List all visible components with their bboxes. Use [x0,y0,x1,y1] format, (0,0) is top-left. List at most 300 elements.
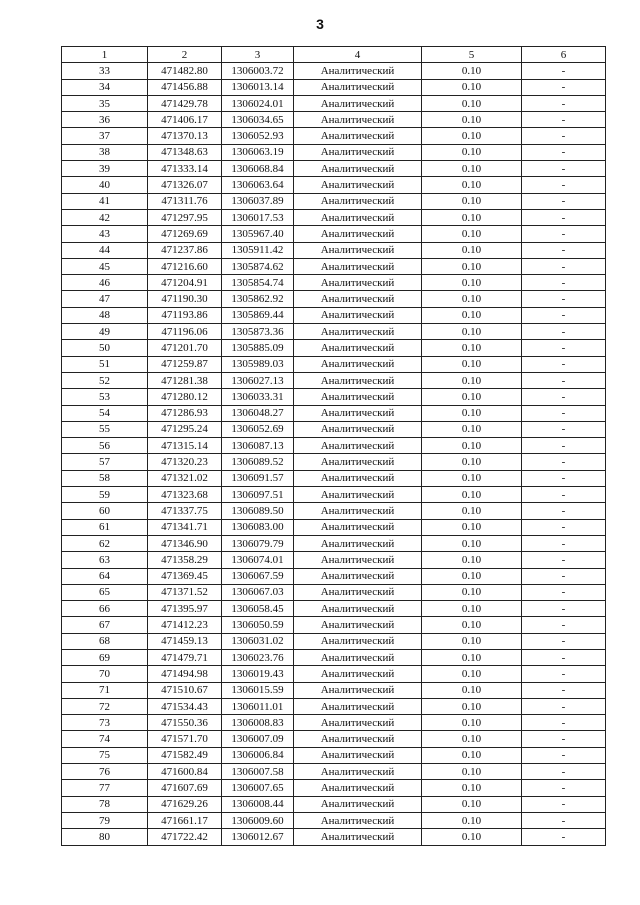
table-cell: 0.10 [422,128,522,144]
table-row [62,796,606,812]
table-cell: - [522,291,606,307]
table-cell: 47 [62,291,148,307]
table-cell: - [522,666,606,682]
table-cell: 0.10 [422,764,522,780]
table-cell: - [522,601,606,617]
table-row [62,601,606,617]
table-cell: 0.10 [422,161,522,177]
table-cell: 1306007.65 [222,780,294,796]
table-cell: - [522,209,606,225]
table-cell: 1305862.92 [222,291,294,307]
table-cell: Аналитический [294,764,422,780]
table-cell: Аналитический [294,503,422,519]
table-cell: Аналитический [294,633,422,649]
table-cell: 0.10 [422,291,522,307]
table-cell: Аналитический [294,307,422,323]
table-cell: - [522,324,606,340]
table-cell: 0.10 [422,633,522,649]
table-cell: 42 [62,209,148,225]
table-cell: - [522,503,606,519]
table-cell: 0.10 [422,389,522,405]
table-cell: Аналитический [294,812,422,828]
table-cell: - [522,307,606,323]
table-cell: 1306063.64 [222,177,294,193]
table-cell: 1306089.50 [222,503,294,519]
table-cell: 75 [62,747,148,763]
table-cell: 471346.90 [148,535,222,551]
table-row [62,454,606,470]
table-cell: 0.10 [422,487,522,503]
table-cell: - [522,177,606,193]
table-cell: 1306087.13 [222,438,294,454]
table-cell: 39 [62,161,148,177]
table-cell: 70 [62,666,148,682]
table-cell: 1306023.76 [222,649,294,665]
table-cell: 471295.24 [148,421,222,437]
table-cell: 471582.49 [148,747,222,763]
table-cell: 1306013.14 [222,79,294,95]
table-row [62,438,606,454]
column-header: 5 [422,47,522,63]
table-cell: 0.10 [422,666,522,682]
table-cell: 0.10 [422,307,522,323]
table-cell: 1305989.03 [222,356,294,372]
table-cell: - [522,780,606,796]
table-cell: 1306034.65 [222,112,294,128]
table-cell: - [522,193,606,209]
table-cell: 57 [62,454,148,470]
table-row [62,405,606,421]
table-cell: Аналитический [294,258,422,274]
table-row [62,242,606,258]
table-row [62,95,606,111]
table-row [62,291,606,307]
table-row [62,552,606,568]
table-cell: 1305911.42 [222,242,294,258]
table-cell: 49 [62,324,148,340]
table-cell: - [522,584,606,600]
table-cell: 40 [62,177,148,193]
table-cell: - [522,519,606,535]
table-cell: 73 [62,715,148,731]
table-cell: 0.10 [422,812,522,828]
table-cell: - [522,356,606,372]
table-cell: 1305854.74 [222,275,294,291]
table-cell: 72 [62,698,148,714]
table-cell: 0.10 [422,503,522,519]
table-row [62,307,606,323]
table-cell: 0.10 [422,682,522,698]
table-cell: - [522,454,606,470]
table-cell: 0.10 [422,209,522,225]
table-cell: 1306007.09 [222,731,294,747]
table-cell: 0.10 [422,356,522,372]
table-cell: 63 [62,552,148,568]
table-cell: 1306019.43 [222,666,294,682]
table-cell: - [522,405,606,421]
table-cell: 0.10 [422,177,522,193]
table-cell: 0.10 [422,454,522,470]
table-cell: - [522,764,606,780]
table-row [62,780,606,796]
table-cell: 71 [62,682,148,698]
table-cell: 0.10 [422,470,522,486]
table-cell: - [522,568,606,584]
table-cell: Аналитический [294,193,422,209]
table-row [62,275,606,291]
table-cell: 471550.36 [148,715,222,731]
table-cell: 1306058.45 [222,601,294,617]
table-row [62,144,606,160]
table-cell: 0.10 [422,405,522,421]
table-cell: 1306008.83 [222,715,294,731]
table-cell: 471456.88 [148,79,222,95]
table-cell: Аналитический [294,568,422,584]
table-cell: - [522,242,606,258]
table-cell: 1306074.01 [222,552,294,568]
table-cell: - [522,682,606,698]
table-cell: 471311.76 [148,193,222,209]
table-cell: 1306089.52 [222,454,294,470]
table-row [62,389,606,405]
table-row [62,161,606,177]
table-cell: Аналитический [294,95,422,111]
table-cell: 1305869.44 [222,307,294,323]
table-cell: - [522,438,606,454]
table-cell: 471315.14 [148,438,222,454]
table-cell: - [522,649,606,665]
table-cell: 0.10 [422,552,522,568]
table-cell: 1305873.36 [222,324,294,340]
table-cell: Аналитический [294,372,422,388]
table-row [62,63,606,79]
table-cell: Аналитический [294,698,422,714]
table-cell: 61 [62,519,148,535]
table-cell: 1305874.62 [222,258,294,274]
table-cell: Аналитический [294,209,422,225]
table-cell: 1306067.03 [222,584,294,600]
table-cell: 471216.60 [148,258,222,274]
table-cell: 471371.52 [148,584,222,600]
table-cell: 471237.86 [148,242,222,258]
table-cell: Аналитический [294,79,422,95]
table-row [62,258,606,274]
table-cell: - [522,389,606,405]
table-row [62,209,606,225]
table-cell: 56 [62,438,148,454]
table-cell: - [522,258,606,274]
table-row [62,682,606,698]
table-cell: Аналитический [294,535,422,551]
table-row [62,568,606,584]
table-cell: Аналитический [294,829,422,845]
table-cell: 45 [62,258,148,274]
table-cell: - [522,715,606,731]
table-cell: 74 [62,731,148,747]
table-cell: Аналитический [294,340,422,356]
table-cell: 1306052.93 [222,128,294,144]
table-cell: 471494.98 [148,666,222,682]
table-cell: 0.10 [422,95,522,111]
table-cell: 471406.17 [148,112,222,128]
table-cell: Аналитический [294,747,422,763]
table-cell: 36 [62,112,148,128]
table-row [62,324,606,340]
table-row [62,470,606,486]
table-cell: 77 [62,780,148,796]
table-header-row [62,47,606,63]
table-cell: 471269.69 [148,226,222,242]
table-cell: - [522,812,606,828]
table-cell: 471395.97 [148,601,222,617]
table-row [62,372,606,388]
table-cell: 51 [62,356,148,372]
table-cell: 471348.63 [148,144,222,160]
table-cell: 0.10 [422,193,522,209]
table-cell: 471600.84 [148,764,222,780]
column-header: 2 [148,47,222,63]
table-cell: Аналитический [294,796,422,812]
table-cell: Аналитический [294,324,422,340]
table-row [62,666,606,682]
table-row [62,177,606,193]
column-header: 1 [62,47,148,63]
table-cell: 471326.07 [148,177,222,193]
table-cell: 471280.12 [148,389,222,405]
table-cell: Аналитический [294,421,422,437]
table-cell: Аналитический [294,731,422,747]
table-cell: 76 [62,764,148,780]
coordinates-table [61,46,606,846]
table-cell: Аналитический [294,226,422,242]
table-cell: 0.10 [422,258,522,274]
table-cell: 1305885.09 [222,340,294,356]
table-cell: 1306006.84 [222,747,294,763]
table-cell: 471629.26 [148,796,222,812]
table-cell: 1306015.59 [222,682,294,698]
table-cell: - [522,617,606,633]
table-cell: - [522,112,606,128]
table-cell: - [522,95,606,111]
table-cell: 1306008.44 [222,796,294,812]
table-cell: Аналитический [294,649,422,665]
table-cell: 54 [62,405,148,421]
table-cell: - [522,796,606,812]
table-cell: 0.10 [422,275,522,291]
table-cell: - [522,731,606,747]
table-cell: 1306027.13 [222,372,294,388]
table-cell: 80 [62,829,148,845]
table-cell: 78 [62,796,148,812]
table-row [62,633,606,649]
table-row [62,698,606,714]
table-cell: 0.10 [422,715,522,731]
table-cell: 0.10 [422,796,522,812]
table-cell: 0.10 [422,519,522,535]
table-cell: 471320.23 [148,454,222,470]
table-cell: 471297.95 [148,209,222,225]
table-cell: - [522,275,606,291]
table-cell: - [522,161,606,177]
table-cell: 471482.80 [148,63,222,79]
table-cell: 471286.93 [148,405,222,421]
table-cell: - [522,79,606,95]
table-cell: 0.10 [422,568,522,584]
table-row [62,649,606,665]
table-cell: 1306009.60 [222,812,294,828]
table-cell: 38 [62,144,148,160]
table-cell: Аналитический [294,454,422,470]
table-cell: - [522,372,606,388]
table-cell: 1306050.59 [222,617,294,633]
table-cell: 68 [62,633,148,649]
table-cell: 471333.14 [148,161,222,177]
table-cell: 35 [62,95,148,111]
table-cell: 1306097.51 [222,487,294,503]
table-cell: Аналитический [294,666,422,682]
table-cell: 0.10 [422,372,522,388]
table-row [62,340,606,356]
table-cell: 1306048.27 [222,405,294,421]
table-cell: 41 [62,193,148,209]
table-cell: 471358.29 [148,552,222,568]
table-cell: Аналитический [294,682,422,698]
table-cell: 471571.70 [148,731,222,747]
table-cell: Аналитический [294,161,422,177]
table-cell: 60 [62,503,148,519]
table-cell: 58 [62,470,148,486]
table-cell: 471323.68 [148,487,222,503]
table-cell: Аналитический [294,144,422,160]
table-cell: 65 [62,584,148,600]
table-row [62,421,606,437]
table-row [62,747,606,763]
table-row [62,584,606,600]
table-cell: 66 [62,601,148,617]
table-cell: Аналитический [294,715,422,731]
table-cell: - [522,552,606,568]
table-cell: 1306063.19 [222,144,294,160]
table-cell: - [522,63,606,79]
table-cell: - [522,487,606,503]
table-row [62,112,606,128]
table-row [62,79,606,95]
table-cell: 0.10 [422,144,522,160]
table-cell: Аналитический [294,601,422,617]
table-cell: 471534.43 [148,698,222,714]
table-cell: 0.10 [422,421,522,437]
page-number: 3 [316,16,324,32]
table-cell: Аналитический [294,617,422,633]
table-cell: 0.10 [422,829,522,845]
table-cell: 471201.70 [148,340,222,356]
table-cell: 0.10 [422,324,522,340]
table-cell: 0.10 [422,617,522,633]
table-cell: - [522,144,606,160]
table-cell: 0.10 [422,601,522,617]
table-row [62,503,606,519]
table-cell: 0.10 [422,438,522,454]
table-cell: - [522,340,606,356]
column-header: 6 [522,47,606,63]
table-cell: 0.10 [422,112,522,128]
table-row [62,617,606,633]
table-cell: 0.10 [422,535,522,551]
table-cell: 0.10 [422,584,522,600]
table-cell: 50 [62,340,148,356]
table-cell: Аналитический [294,291,422,307]
table-cell: 34 [62,79,148,95]
table-cell: Аналитический [294,112,422,128]
table-cell: 69 [62,649,148,665]
table-cell: 79 [62,812,148,828]
table-cell: 471190.30 [148,291,222,307]
table-cell: 471341.71 [148,519,222,535]
table-cell: - [522,470,606,486]
table-cell: - [522,633,606,649]
column-header: 3 [222,47,294,63]
table-cell: Аналитический [294,405,422,421]
table-cell: 0.10 [422,242,522,258]
table-cell: 1306017.53 [222,209,294,225]
table-body [62,63,606,845]
table-cell: 471607.69 [148,780,222,796]
table-cell: - [522,535,606,551]
table-row [62,193,606,209]
table-cell: 1306033.31 [222,389,294,405]
table-row [62,356,606,372]
table-cell: 471321.02 [148,470,222,486]
table-row [62,812,606,828]
table-cell: 471281.38 [148,372,222,388]
table-cell: 0.10 [422,698,522,714]
table-cell: 44 [62,242,148,258]
table-cell: Аналитический [294,356,422,372]
table-cell: 1306083.00 [222,519,294,535]
table-cell: Аналитический [294,584,422,600]
table-cell: 0.10 [422,747,522,763]
table-cell: - [522,698,606,714]
table-cell: 55 [62,421,148,437]
table-cell: 0.10 [422,226,522,242]
table-cell: Аналитический [294,177,422,193]
table-cell: 471412.23 [148,617,222,633]
table-cell: 1306091.57 [222,470,294,486]
table-cell: Аналитический [294,780,422,796]
table-row [62,519,606,535]
table-row [62,715,606,731]
table-cell: - [522,421,606,437]
table-cell: 52 [62,372,148,388]
table-cell: 1306067.59 [222,568,294,584]
table-cell: 64 [62,568,148,584]
column-header: 4 [294,47,422,63]
table-cell: 53 [62,389,148,405]
table-cell: 471722.42 [148,829,222,845]
table-cell: 46 [62,275,148,291]
table-cell: 62 [62,535,148,551]
table-cell: 471370.13 [148,128,222,144]
table-cell: 471510.67 [148,682,222,698]
table-cell: 471479.71 [148,649,222,665]
table-cell: 471337.75 [148,503,222,519]
table-cell: 1306031.02 [222,633,294,649]
table-cell: 0.10 [422,79,522,95]
table-cell: 37 [62,128,148,144]
table-row [62,764,606,780]
table-cell: 1306079.79 [222,535,294,551]
table-cell: 471196.06 [148,324,222,340]
